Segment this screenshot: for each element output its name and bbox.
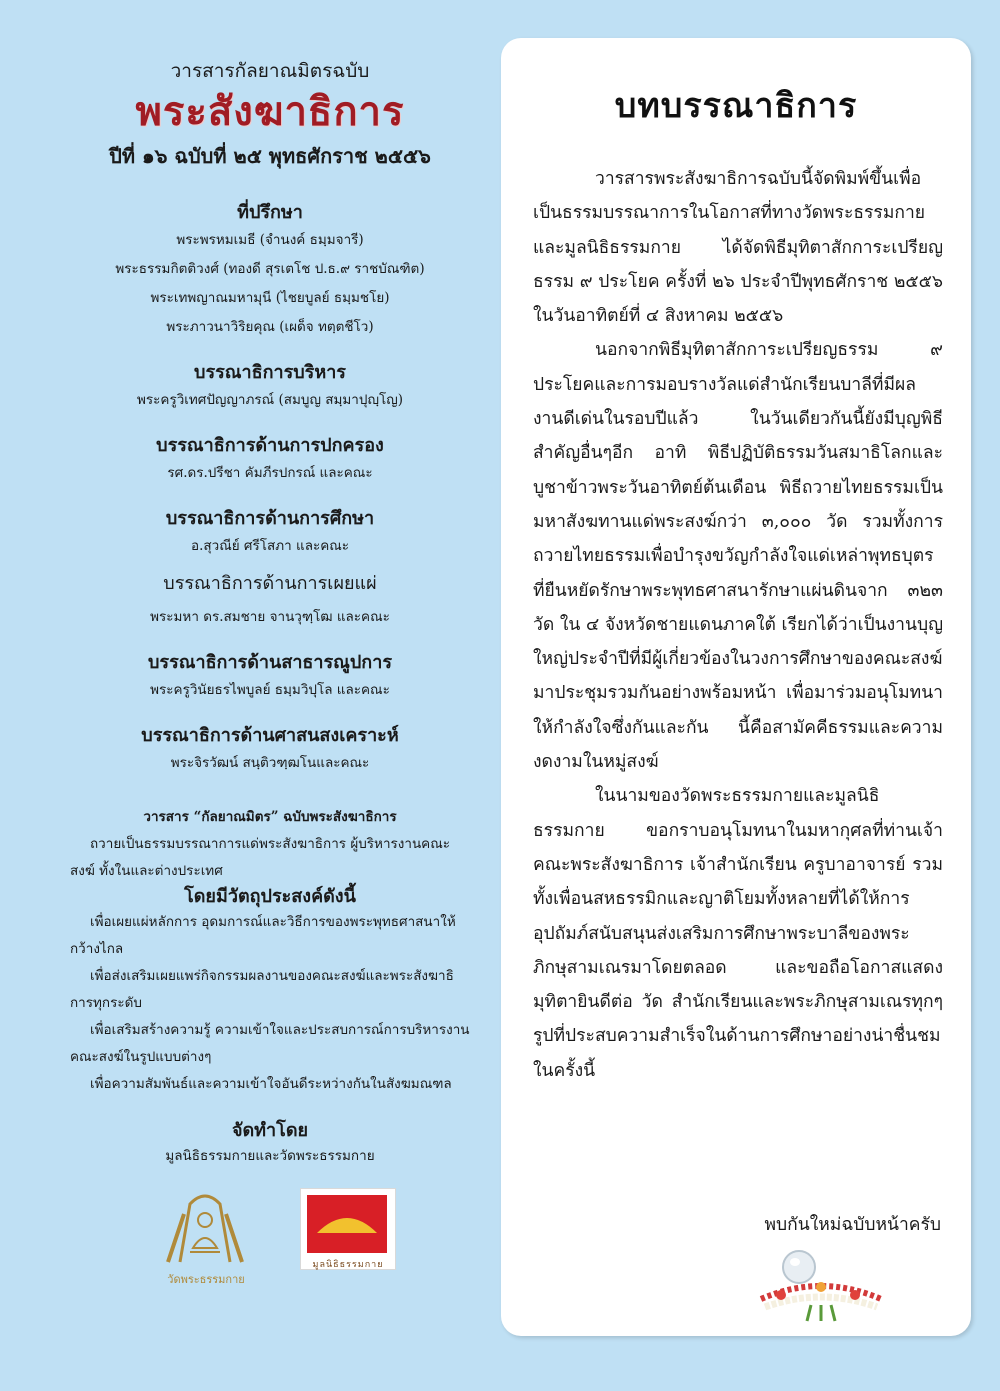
publisher-heading: จัดทำโดย [231,1120,309,1141]
foundation-logo-caption: มูลนิธิธรรมกาย [312,1260,384,1270]
goals-heading: โดยมีวัตถุประสงค์ดังนี้ [184,886,356,907]
relief-editor-heading: บรรณาธิการด้านศาสนสงเคราะห์ [141,725,399,746]
foundation-flag [307,1195,387,1253]
relief-editor-section [70,723,470,778]
advisor-name: พระธรรมกิตติวงศ์ (ทองดี สุรเตโช ป.ธ.๙ ราชบัณฑิต) [115,261,425,277]
welfare-editor-name: พระครูวินัยธรไพบูลย์ ธมฺมวิปุโล และคณะ [150,682,390,698]
goal-item: เพื่อส่งเสริมเผยแพร่กิจกรรมผลงานของคณะสงฆ์และพระสังฆาธิการทุกระดับ [70,968,454,1011]
about-heading: วารสาร “กัลยาณมิตร” ฉบับพระสังฆาธิการ [143,809,397,825]
advisors-heading: ที่ปรึกษา [237,202,303,223]
exec-editor-heading: บรรณาธิการบริหาร [194,362,346,383]
temple-logo-caption: วัดพระธรรมกาย [167,1273,245,1286]
editorial-signoff: พบกันใหม่ฉบับหน้าครับ [764,1215,941,1235]
gov-editor-heading: บรรณาธิการด้านการปกครอง [156,435,384,456]
advisor-name: พระเทพญาณมหามุนี (ไชยบูลย์ ธมฺมชโย) [150,290,390,306]
editorial-panel [501,38,971,1336]
magazine-subtitle: วารสารกัลยาณมิตรฉบับ [170,60,370,82]
publisher-logos [70,1174,470,1284]
exec-editor-name: พระครูวิเทศปัญญาภรณ์ (สมบูญ สมฺมาปุญฺโญ) [137,392,403,408]
advisors-section [70,200,470,342]
editorial-paragraph: นอกจากพิธีมุทิตาสักการะเปรียญธรรม ๙ ประโยคและการมอบรางวัลแด่สำนักเรียนบาลีที่มีผลงานดีเด่นในรอบปีแล้ว ในวันเดียวกันนี้ยังมีบุญพิธีสำคัญอื่นๆอีก อาทิ พิธีปฏิบัติธรรมวันสมาธิโลกและบูชาข้าวพระวันอาทิตย์ต้นเดือน พิธีถวายไทยธรรมเป็นมหาสังฆทานแด่พระสงฆ์กว่า ๓,๐๐๐ วัด รวมทั้งการถวายไทยธรรมเพื่อบำรุงขวัญกำลังใจแด่เหล่าพุทธบุตรที่ยืนหยัดรักษาพระพุทธศาสนารักษาแผ่นดินจาก ๓๒๓ วัด ใน ๔ จังหวัดชายแดนภาคใต้ เรียกได้ว่าเป็นงานบุญใหญ่ประจำปีที่มีผู้เกี่ยวข้องในวงการศึกษาของคณะสงฆ์มาประชุมรวมกันอย่างพร้อมหน้า เพื่อมาร่วมอนุโมทนาให้กำลังใจซึ่งกันและกัน นี้คือสามัคคีธรรมและความงดงามในหมู่สงฆ์ [533,340,943,773]
editorial-title: บทบรรณาธิการ [614,86,858,126]
temple-emblem-icon [160,1184,250,1270]
prop-editor-name: พระมหา ดร.สมชาย จานวุฑฺโฒ และคณะ [150,609,390,625]
advisor-name: พระพรหมเมธี (จำนงค์ ธมฺมจารี) [176,232,364,248]
exec-editor-section [70,360,470,415]
gov-editor-section [70,433,470,488]
golden-mountain-icon [307,1195,387,1253]
edu-editor-heading: บรรณาธิการด้านการศึกษา [165,508,375,529]
welfare-editor-heading: บรรณาธิการด้านสาธารณูปการ [148,652,392,673]
edu-editor-section [70,506,470,561]
masthead-column [70,58,470,1284]
prop-editor-heading: บรรณาธิการด้านการเผยแผ่ [163,573,377,594]
flower-garland-icon [751,1243,891,1323]
goal-item: เพื่อเสริมสร้างความรู้ ความเข้าใจและประสบการณ์การบริหารงานคณะสงฆ์ในรูปแบบต่างๆ [70,1022,470,1065]
about-intro: ถวายเป็นธรรมบรรณาการแด่พระสังฆาธิการ ผู้บริหารงานคณะสงฆ์ ทั้งในและต่างประเทศ [70,836,450,879]
gov-editor-name: รศ.ดร.ปรีชา คัมภีรปกรณ์ และคณะ [167,465,373,481]
relief-editor-name: พระจิรวัฒน์ สนฺติวฑฺฒโนและคณะ [170,755,370,771]
magazine-title: พระสังฆาธิการ [135,88,405,135]
publisher-name: มูลนิธิธรรมกายและวัดพระธรรมกาย [165,1148,375,1164]
publisher-section [70,1118,470,1284]
editorial-paragraph: ในนามของวัดพระธรรมกายและมูลนิธิธรรมกาย ขอกราบอนุโมทนาในมหากุศลที่ท่านเจ้าคณะพระสังฆาธิการ เจ้าสำนักเรียน ครูบาอาจารย์ รวมทั้งเพื่อนสหธรรมิกและญาติโยมทั้งหลายที่ได้ให้การอุปถัมภ์สนับสนุนส่งเสริมการศึกษาพระบาลีของพระภิกษุสามเณรมาโดยตลอด และขอถือโอกาสแสดงมุทิตายินดีต่อ วัด สำนักเรียนและพระภิกษุสามเณรทุกๆรูปที่ประสบความสำเร็จในด้านการศึกษาอย่างน่าชื่นชมในครั้งนี้ [533,786,943,1081]
editorial-body [533,162,943,1088]
goal-item: เพื่อความสัมพันธ์และความเข้าใจอันดีระหว่างกันในสังฆมณฑล [90,1076,452,1092]
welfare-editor-section [70,650,470,705]
prop-editor-section [70,571,470,632]
editorial-paragraph: วารสารพระสังฆาธิการฉบับนี้จัดพิมพ์ขึ้นเพื่อเป็นธรรมบรรณาการในโอกาสที่ทางวัดพระธรรมกายและมูลนิธิธรรมกาย ได้จัดพิธีมุทิตาสักการะเปรียญธรรม ๙ ประโยค ครั้งที่ ๒๖ ประจำปีพุทธศักราช ๒๕๕๖ ในวันอาทิตย์ที่ ๔ สิงหาคม ๒๕๕๖ [533,169,943,327]
advisor-name: พระภาวนาวิริยคุณ (เผด็จ ทตฺตชีโว) [166,319,374,335]
about-section [70,804,470,1098]
temple-logo [160,1184,250,1286]
foundation-logo [300,1188,396,1270]
issue-info: ปีที่ ๑๖ ฉบับที่ ๒๕ พุทธศักราช ๒๕๕๖ [109,144,431,168]
goal-item: เพื่อเผยแผ่หลักการ อุดมการณ์และวิธีการของพระพุทธศาสนาให้กว้างไกล [70,914,456,957]
edu-editor-name: อ.สุวณีย์ ศรีโสภา และคณะ [190,538,350,554]
